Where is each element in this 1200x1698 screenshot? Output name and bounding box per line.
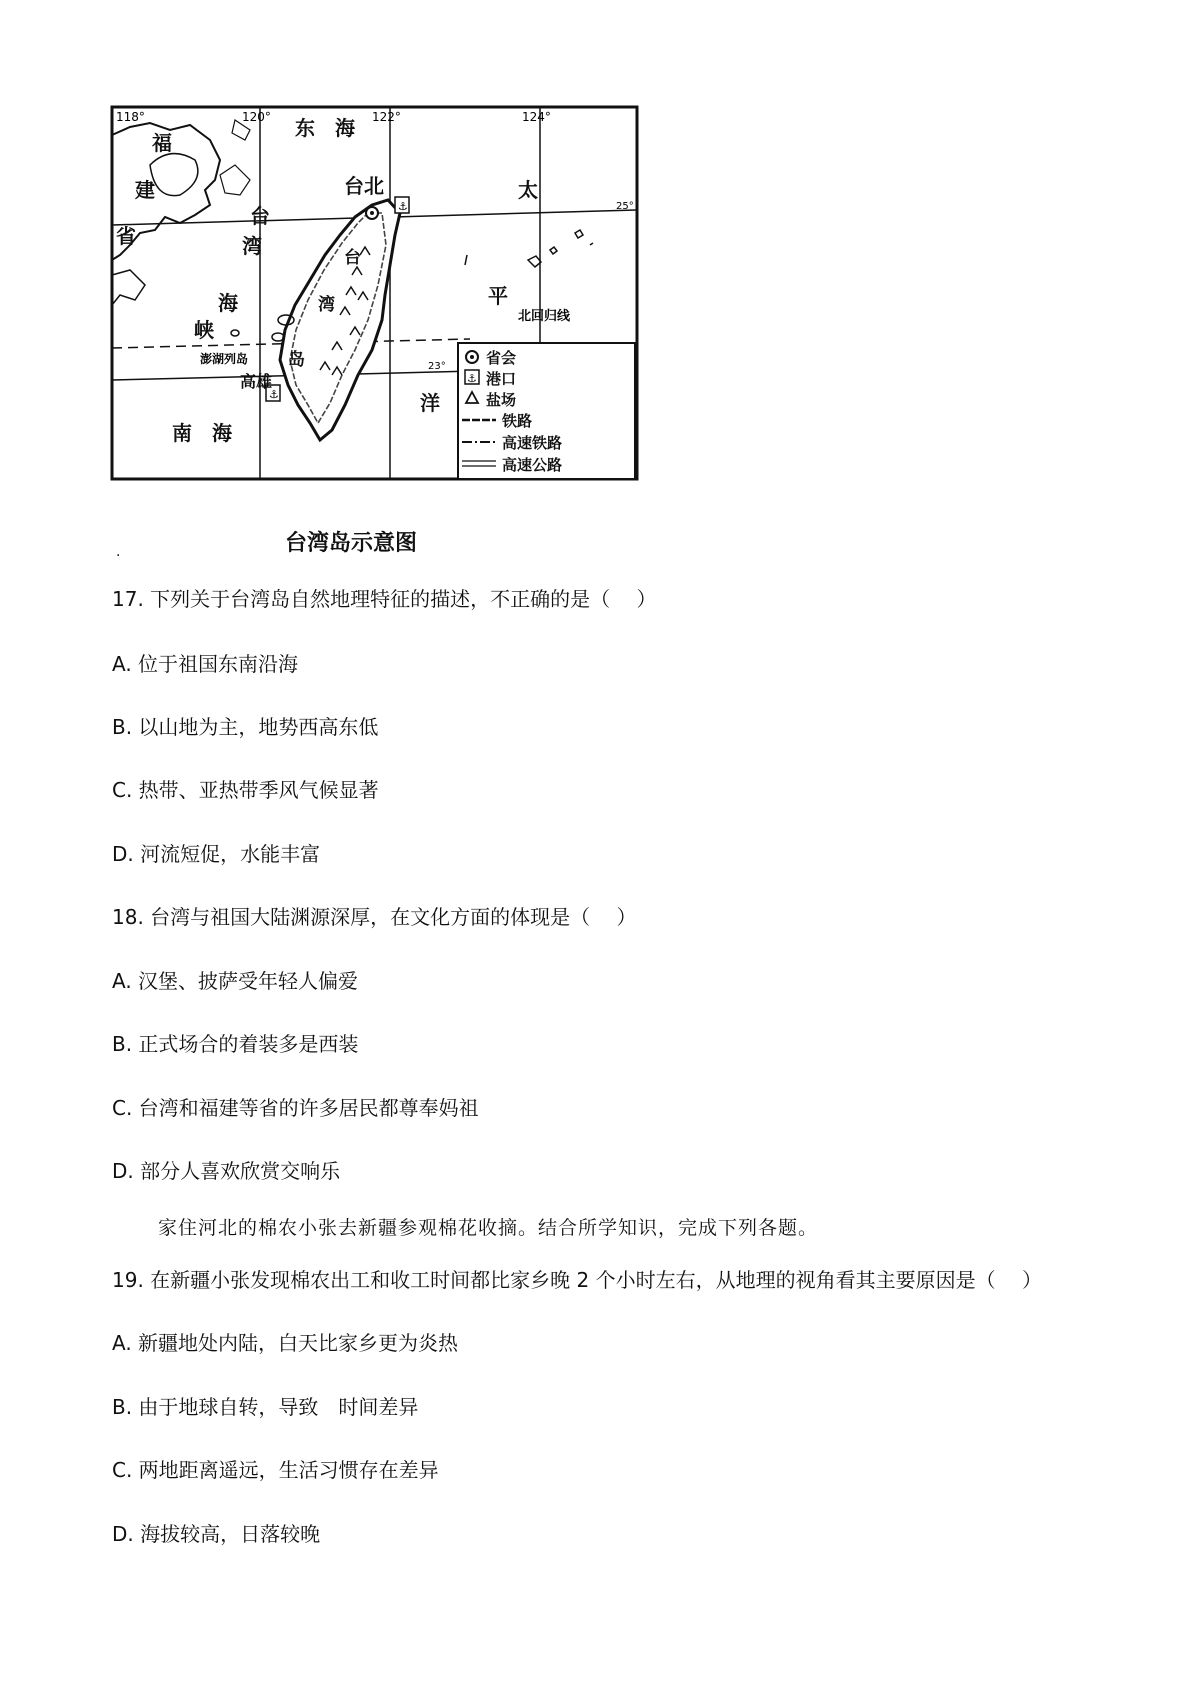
- question-18-stem: 18. 台湾与祖国大陆渊源深厚，在文化方面的体现是（ ）: [112, 905, 637, 929]
- map-caption: 台湾岛示意图: [285, 531, 418, 556]
- label-sheng: 省: [116, 224, 136, 248]
- taiwan-map-figure: [110, 105, 640, 525]
- question-17-option-c[interactable]: C. 热带、亚热带季风气候显著: [112, 778, 379, 802]
- label-tropic: 北回归线: [518, 309, 571, 324]
- question-19-option-b[interactable]: B. 由于地球自转，导致 时间差异: [112, 1395, 419, 1419]
- label-pacific-1: 太: [518, 178, 538, 202]
- taiwan-map: [110, 105, 640, 525]
- label-penghu: 澎湖列岛: [200, 352, 249, 366]
- label-pacific-2: 平: [488, 284, 508, 308]
- label-east-sea: 东 海: [295, 116, 355, 140]
- label-23: 23°: [428, 361, 446, 372]
- legend-hsr: 高速铁路: [502, 434, 563, 452]
- svg-text:⚓: ⚓: [269, 388, 279, 401]
- decorative-dot: ·: [116, 548, 121, 564]
- legend-salt: 盐场: [486, 391, 517, 409]
- label-south-sea: 南 海: [172, 421, 232, 445]
- question-18-option-b[interactable]: B. 正式场合的着装多是西装: [112, 1032, 359, 1056]
- question-19-option-d[interactable]: D. 海拔较高，日落较晚: [112, 1522, 321, 1546]
- label-taipei: 台北: [344, 174, 384, 198]
- label-island-1: 台: [344, 248, 361, 268]
- label-120: 120°: [242, 110, 271, 124]
- label-island-2: 湾: [318, 295, 335, 315]
- label-kaohsiung: 高雄: [240, 372, 273, 391]
- question-17-option-d[interactable]: D. 河流短促，水能丰富: [112, 842, 321, 866]
- label-jian: 建: [135, 178, 155, 202]
- question-17-option-a[interactable]: A. 位于祖国东南沿海: [112, 652, 299, 676]
- legend-rail: 铁路: [502, 412, 533, 430]
- label-fu: 福: [152, 131, 172, 155]
- legend-port: 港口: [486, 370, 517, 388]
- question-18-option-a[interactable]: A. 汉堡、披萨受年轻人偏爱: [112, 969, 359, 993]
- question-19-option-a[interactable]: A. 新疆地处内陆，白天比家乡更为炎热: [112, 1331, 459, 1355]
- question-18-option-d[interactable]: D. 部分人喜欢欣赏交响乐: [112, 1159, 341, 1183]
- question-19-option-c[interactable]: C. 两地距离遥远，生活习惯存在差异: [112, 1458, 439, 1482]
- svg-text:⚓: ⚓: [467, 372, 477, 385]
- question-18-option-c[interactable]: C. 台湾和福建等省的许多居民都尊奉妈祖: [112, 1096, 479, 1120]
- label-118: 118°: [116, 110, 145, 124]
- question-17-option-b[interactable]: B. 以山地为主，地势西高东低: [112, 715, 379, 739]
- passage-intro: 家住河北的棉农小张去新疆参观棉花收摘。结合所学知识，完成下列各题。: [158, 1217, 819, 1239]
- question-17-stem: 17. 下列关于台湾岛自然地理特征的描述，不正确的是（ ）: [112, 587, 657, 611]
- label-pacific-3: 洋: [420, 391, 440, 415]
- label-island-3: 岛: [288, 350, 305, 370]
- legend-highway: 高速公路: [502, 456, 563, 474]
- label-124: 124°: [522, 110, 551, 124]
- svg-text:⚓: ⚓: [398, 200, 408, 213]
- label-tai: 台: [250, 204, 270, 228]
- label-122: 122°: [372, 110, 401, 124]
- question-19-stem: 19. 在新疆小张发现棉农出工和收工时间都比家乡晚 2 个小时左右，从地理的视角看其主要原因是（ ）: [112, 1268, 1042, 1292]
- label-25: 25°: [616, 201, 634, 212]
- legend-capital: 省会: [486, 349, 517, 367]
- label-xia: 峡: [194, 318, 214, 342]
- label-hai: 海: [218, 291, 238, 315]
- label-wan: 湾: [242, 234, 262, 258]
